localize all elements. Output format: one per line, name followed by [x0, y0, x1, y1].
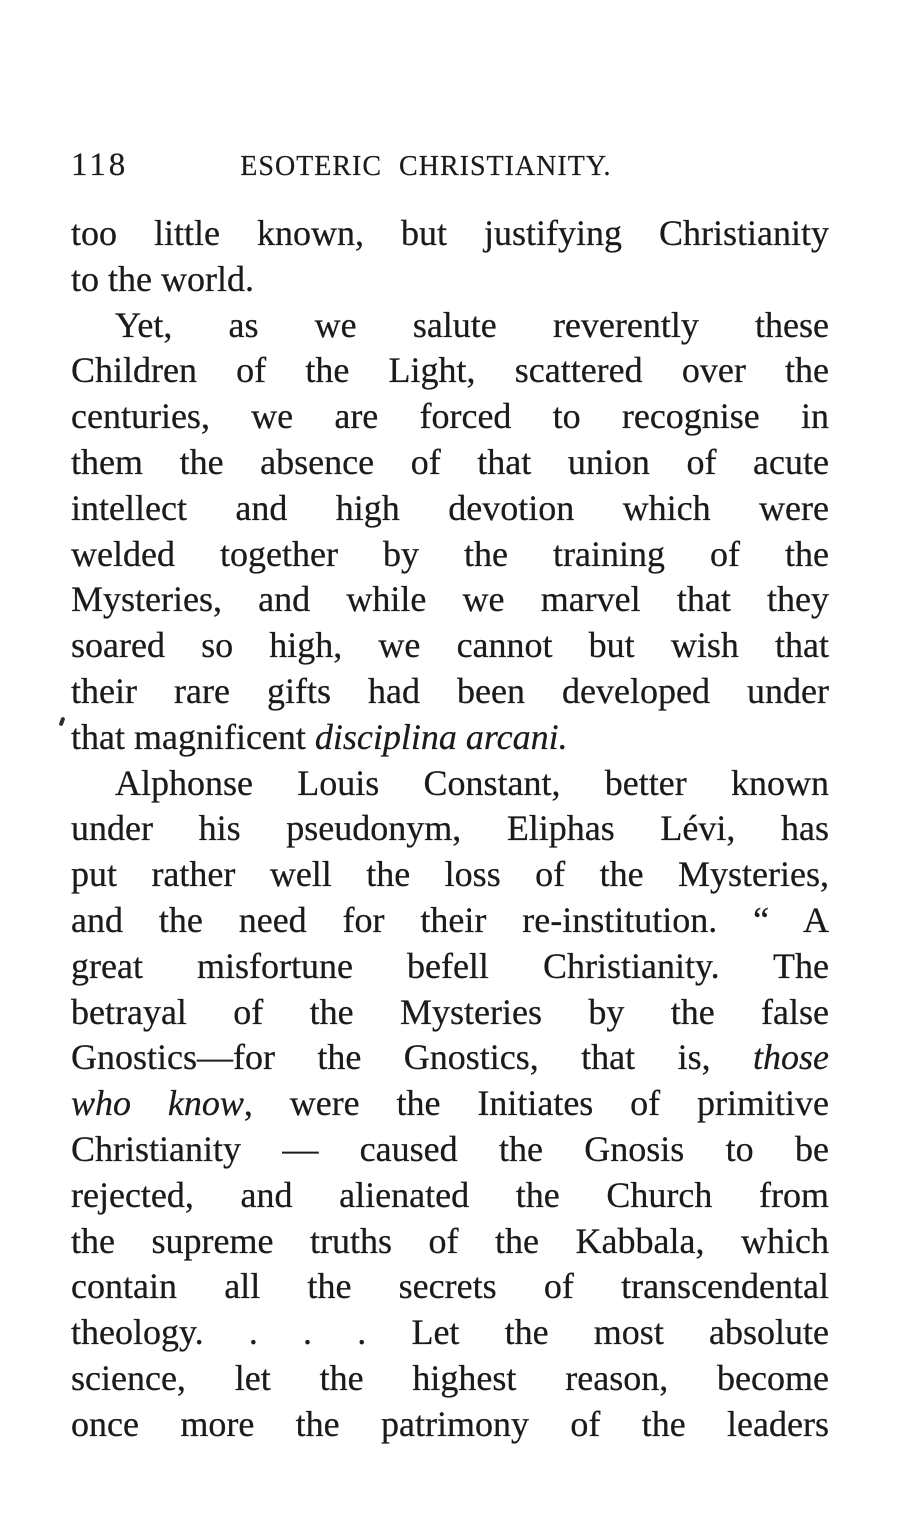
text-line: [71, 623, 829, 669]
line-text: Yet, as we salute reverently these: [115, 304, 829, 345]
text-line: [71, 1035, 829, 1081]
text-line: [71, 303, 829, 349]
line-text: Children of the Light, scattered over the: [71, 350, 829, 391]
text-line: [71, 394, 829, 440]
line-text: once more the patrimony of the leaders: [71, 1403, 829, 1444]
text-line: [71, 761, 829, 807]
line-text: too little known, but justifying Christianity: [71, 213, 829, 253]
line-text: intellect and high devotion which were: [71, 487, 829, 528]
page-number: 118: [71, 147, 129, 183]
line-text: contain all the secrets of transcendental: [71, 1266, 829, 1307]
line-text: their rare gifts had been developed under: [71, 670, 829, 711]
text-line: [71, 1127, 829, 1173]
text-line: [71, 1310, 829, 1356]
text-line: [71, 852, 829, 898]
line-text: and the need for their re-institution. “ A: [71, 899, 829, 940]
text-line: [71, 211, 829, 257]
running-head: [71, 147, 611, 184]
line-text: Gnostics—for the Gnostics, that is,: [71, 1037, 753, 1078]
line-text: the supreme truths of the Kabbala, which: [71, 1220, 829, 1261]
text-line: [71, 898, 829, 944]
body-text: [71, 211, 829, 1448]
line-text: , were the Initiates of primitive: [243, 1083, 829, 1124]
italic-phrase: those: [753, 1037, 829, 1078]
line-text: great misfortune befell Christianity. The: [71, 945, 829, 986]
line-text: put rather well the loss of the Mysteries,: [71, 854, 829, 895]
text-line: [71, 1402, 829, 1448]
line-text: to the world.: [71, 258, 254, 299]
line-text: that magnificent: [71, 716, 315, 757]
line-text: Christianity — caused the Gnosis to be: [71, 1128, 829, 1169]
text-line: [71, 532, 829, 578]
text-line: [71, 669, 829, 715]
line-text: Mysteries, and while we marvel that they: [71, 579, 829, 620]
line-text: soared so high, we cannot but wish that: [71, 625, 829, 666]
line-text: centuries, we are forced to recognise in: [71, 396, 829, 437]
italic-phrase: disciplina arcani.: [314, 716, 568, 757]
text-line: [71, 1173, 829, 1219]
text-line: [71, 715, 829, 761]
text-line: [71, 440, 829, 486]
text-line: [71, 348, 829, 394]
text-line: [71, 257, 829, 303]
line-text: science, let the highest reason, become: [71, 1357, 829, 1398]
line-text: rejected, and alienated the Church from: [71, 1174, 829, 1215]
text-line: [71, 1081, 829, 1127]
text-line: [71, 577, 829, 623]
line-text: under his pseudonym, Eliphas Lévi, has: [71, 808, 829, 849]
line-text: Alphonse Louis Constant, better known: [115, 762, 829, 803]
text-line: [71, 486, 829, 532]
line-text: them the absence of that union of acute: [71, 441, 829, 482]
text-line: [71, 1264, 829, 1310]
text-line: [71, 806, 829, 852]
running-title: ESOTERIC CHRISTIANITY.: [240, 151, 612, 182]
line-text: welded together by the training of the: [71, 533, 829, 574]
line-text: theology. . . . Let the most absolute: [71, 1312, 829, 1353]
text-line: [71, 1219, 829, 1265]
scan-speck: [59, 717, 66, 727]
text-line: [71, 990, 829, 1036]
line-text: betrayal of the Mysteries by the false: [71, 991, 829, 1032]
italic-phrase: who know: [71, 1083, 244, 1124]
text-line: [71, 944, 829, 990]
text-line: [71, 1356, 829, 1402]
